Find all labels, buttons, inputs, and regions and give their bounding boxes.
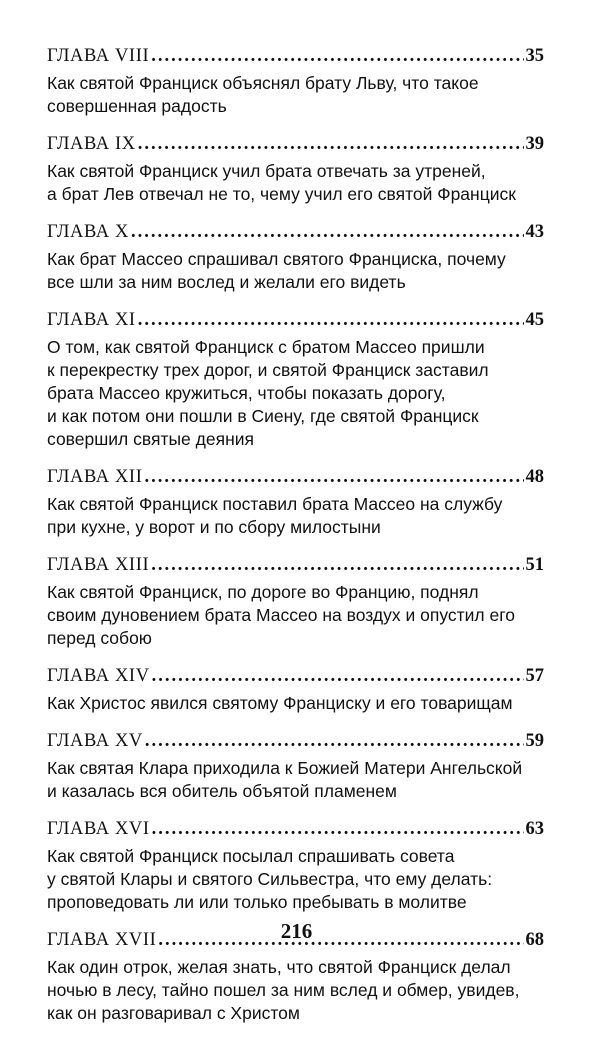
toc-entry-chapter-16	[47, 819, 544, 914]
chapter-label: ГЛАВА VIII	[47, 46, 150, 66]
description-line: к перекрестку трех дорог, и святой Франциск заставил	[47, 360, 489, 380]
description-line: Как святой Франциск поставил брата Массео на службу	[47, 494, 503, 514]
description-line: при кухне, у ворот и по сбору милостыни	[47, 517, 381, 537]
dot-leader	[151, 46, 523, 67]
toc-entry-heading	[47, 134, 544, 160]
toc-entry-heading	[47, 731, 544, 757]
dot-leader	[151, 555, 523, 576]
chapter-page-number: 51	[525, 555, 544, 575]
dot-leader	[152, 666, 524, 687]
toc-entry-heading	[47, 46, 544, 72]
toc-entry-heading	[47, 222, 544, 248]
toc-entry-chapter-14	[47, 666, 544, 715]
chapter-page-number: 59	[525, 731, 544, 751]
description-line: перед собою	[47, 628, 152, 648]
chapter-description	[47, 72, 544, 118]
toc-entry-chapter-17	[47, 930, 544, 1025]
chapter-description	[47, 336, 544, 451]
chapter-page-number: 39	[525, 134, 544, 154]
toc-entry-chapter-15	[47, 731, 544, 803]
chapter-label: ГЛАВА XVII	[47, 930, 157, 950]
chapter-page-number: 68	[525, 930, 544, 950]
toc-entry-heading	[47, 310, 544, 336]
chapter-label: ГЛАВА XVI	[47, 819, 150, 839]
chapter-label: ГЛАВА IX	[47, 134, 136, 154]
chapter-page-number: 35	[525, 46, 544, 66]
chapter-label: ГЛАВА XV	[47, 731, 143, 751]
description-line: О том, как святой Франциск с братом Массео пришли	[47, 337, 485, 357]
chapter-description	[47, 956, 544, 1025]
dot-leader	[138, 310, 524, 331]
chapter-label: ГЛАВА XIV	[47, 666, 150, 686]
description-line: совершил святые деяния	[47, 429, 254, 449]
description-line: и как потом они пошли в Сиену, где святой Франциск	[47, 406, 479, 426]
description-line: у святой Клары и святого Сильвестра, что ему делать:	[47, 869, 493, 889]
toc-entry-heading	[47, 555, 544, 581]
description-line: а брат Лев отвечал не то, чему учил его святой Франциск	[47, 184, 516, 204]
toc-entry-chapter-9	[47, 134, 544, 206]
description-line: Как святой Франциск учил брата отвечать за утреней,	[47, 161, 486, 181]
description-line: Как святой Франциск, по дороге во Францию, поднял	[47, 582, 479, 602]
toc-entry-heading	[47, 666, 544, 692]
dot-leader	[152, 819, 524, 840]
description-line: Как святой Франциск объяснял брату Льву, что такое	[47, 73, 479, 93]
toc-entry-chapter-13	[47, 555, 544, 650]
dot-leader	[131, 222, 524, 243]
chapter-page-number: 43	[525, 222, 544, 242]
chapter-label: ГЛАВА XIII	[47, 555, 150, 575]
page-number: 216	[280, 919, 313, 943]
table-of-contents	[47, 46, 544, 1041]
dot-leader	[144, 467, 523, 488]
dot-leader	[145, 731, 524, 752]
description-line: Как святой Франциск посылал спрашивать совета	[47, 846, 455, 866]
chapter-description	[47, 248, 544, 294]
description-line: Как святая Клара приходила к Божией Матери Ангельской	[47, 758, 523, 778]
toc-entry-chapter-8	[47, 46, 544, 118]
chapter-page-number: 45	[525, 310, 544, 330]
chapter-page-number: 63	[525, 819, 544, 839]
toc-entry-heading	[47, 467, 544, 493]
chapter-label: ГЛАВА XI	[47, 310, 136, 330]
toc-entry-chapter-11	[47, 310, 544, 451]
chapter-description	[47, 493, 544, 539]
toc-entry-chapter-10	[47, 222, 544, 294]
description-line: Как Христос явился святому Франциску и его товарищам	[47, 693, 513, 713]
chapter-page-number: 48	[525, 467, 544, 487]
chapter-description	[47, 692, 544, 715]
description-line: как он разговаривал с Христом	[47, 1003, 300, 1023]
description-line: все шли за ним вослед и желали его видеть	[47, 272, 406, 292]
description-line: ночью в лесу, тайно пошел за ним вслед и обмер, увидев,	[47, 980, 520, 1000]
toc-entry-heading	[47, 819, 544, 845]
description-line: брата Массео кружиться, чтобы показать дорогу,	[47, 383, 446, 403]
chapter-label: ГЛАВА X	[47, 222, 129, 242]
chapter-description	[47, 757, 544, 803]
description-line: Как один отрок, желая знать, что святой Франциск делал	[47, 957, 511, 977]
chapter-description	[47, 160, 544, 206]
dot-leader	[138, 134, 524, 155]
toc-entry-chapter-12	[47, 467, 544, 539]
description-line: совершенная радость	[47, 96, 227, 116]
description-line: Как брат Массео спрашивал святого Франциска, почему	[47, 249, 506, 269]
chapter-description	[47, 581, 544, 650]
description-line: проповедовать ли или только пребывать в молитве	[47, 892, 467, 912]
chapter-label: ГЛАВА XII	[47, 467, 143, 487]
description-line: своим дуновением брата Массео на воздух и опустил его	[47, 605, 515, 625]
description-line: и казалась вся обитель объятой пламенем	[47, 781, 397, 801]
chapter-page-number: 57	[525, 666, 544, 686]
chapter-description	[47, 845, 544, 914]
